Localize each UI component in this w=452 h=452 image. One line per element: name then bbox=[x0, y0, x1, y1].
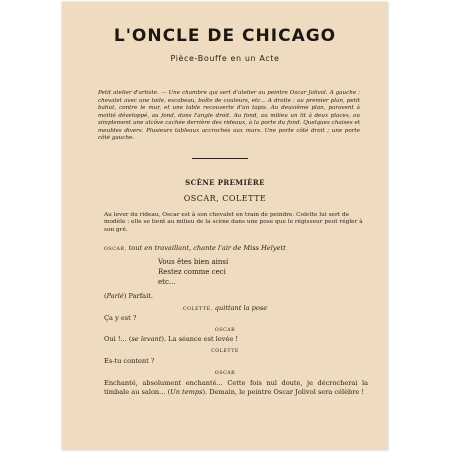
speaker-label: OSCAR bbox=[214, 328, 236, 333]
cue-direction: quittant la pose bbox=[214, 304, 268, 312]
script-page bbox=[62, 2, 388, 450]
dialogue-direction: Un temps bbox=[170, 387, 203, 396]
dialogue-text: ). La séance est levée ! bbox=[161, 335, 239, 343]
parle-text: Parfait. bbox=[128, 292, 153, 300]
divider-rule bbox=[192, 158, 248, 159]
cue-direction: tout en travaillant, chante l'air de Miss Helyett bbox=[128, 244, 286, 252]
scene-heading: SCÈNE PREMIÈRE bbox=[185, 178, 265, 187]
dialogue-line bbox=[104, 335, 368, 344]
play-title: L'ONCLE DE CHICAGO bbox=[113, 26, 337, 46]
dialogue-text: Enchanté, absolument enchanté... Cette fois nul doute, je décrocherai la timbale au salon... ( bbox=[104, 379, 368, 396]
verse-line: Restez comme ceci bbox=[158, 268, 226, 276]
speaker-label: OSCAR bbox=[214, 371, 236, 376]
speaker-name: OSCAR, bbox=[104, 247, 127, 252]
oscar-cue bbox=[104, 244, 368, 255]
dialogue-line: Es-tu content ? bbox=[104, 357, 155, 365]
speaker-label: COLETTE bbox=[211, 349, 239, 354]
dialogue-text: ). Demain, le peintre Oscar Jolivol sera célèbre ! bbox=[202, 387, 365, 396]
set-description: Petit atelier d'artiste. — Une chambre qui sert d'atelier au peintre Oscar Jolivol. A gauche : chevalet avec une toile, escabeau, boîte de couleurs, etc... A droite : au premier plan, petit bahut, contre le mur, et une table recouverte d'un tapis. Au deuxième plan, paravent à moitié développé, au fond, dans l'angle droit. Au fond, au milieu un lit à deux places, ou simplement une alcôve cachée derrière des rideaux, à la porte du fond. Quelques chaises et meubles divers. Plusieurs tableaux accrochés aux murs. Une porte côté droit ; une porte côté gauche. bbox=[98, 90, 360, 141]
dialogue-direction: se levant bbox=[131, 335, 162, 343]
colette-cue bbox=[62, 304, 388, 315]
dialogue-line: Ça y est ? bbox=[104, 314, 137, 322]
parle-line: (Parlé) Parfait. bbox=[104, 292, 153, 300]
dialogue-line bbox=[104, 379, 368, 396]
scene-characters: OSCAR, COLETTE bbox=[183, 194, 267, 203]
play-subtitle: Pièce-Bouffe en un Acte bbox=[170, 54, 280, 63]
stage-direction: Au lever du rideau, Oscar est à son chevalet en train de peindre. Colette lui sert de modèle : elle se tient au milieu de la scène dans une pose que le régisseur peut régler à son gré. bbox=[104, 212, 363, 233]
verse-line: Vous êtes bien ainsi bbox=[158, 258, 229, 266]
speaker-name: COLETTE, bbox=[182, 307, 213, 312]
parle-direction: Parlé bbox=[106, 292, 124, 300]
dialogue-text: Oui !... ( bbox=[104, 335, 132, 343]
verse-line: etc... bbox=[158, 278, 176, 286]
